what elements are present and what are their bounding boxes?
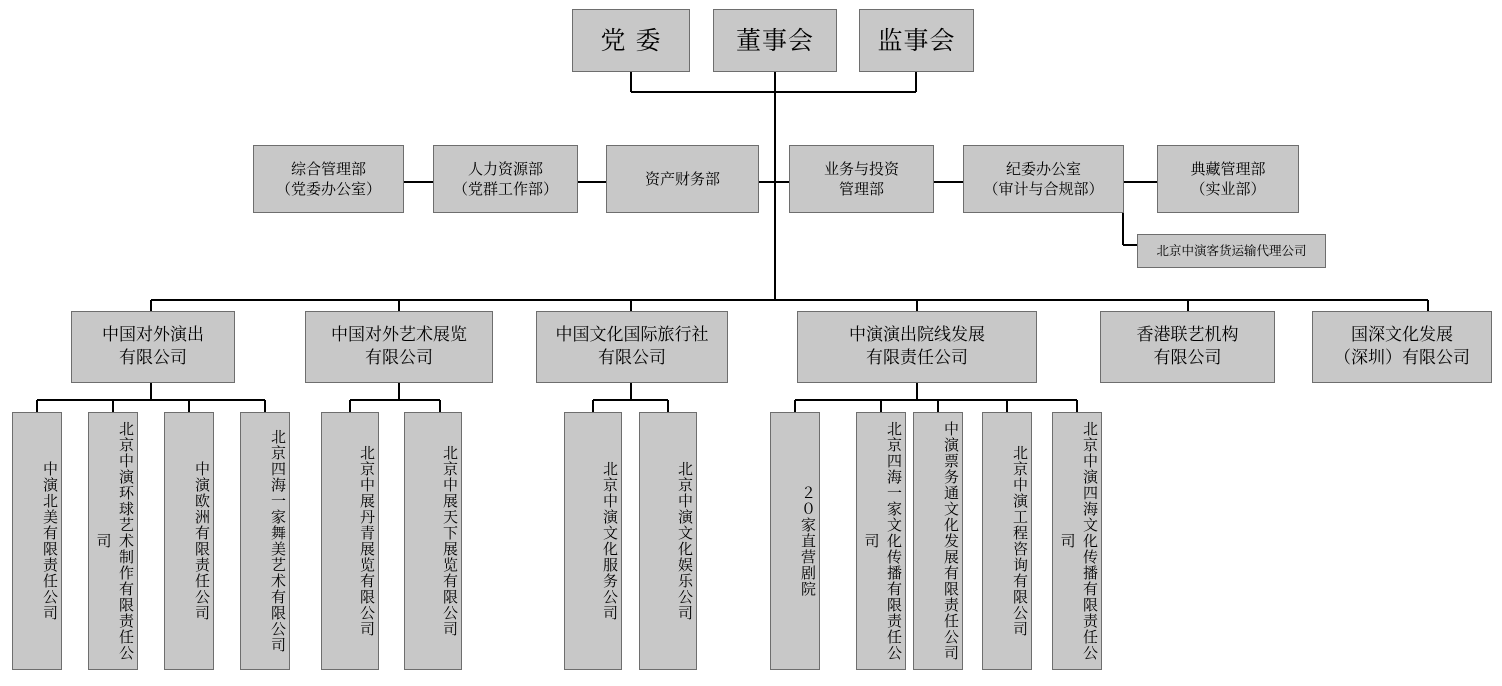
dept-sub-transport-agency[interactable]: 北京中演客货运输代理公司 xyxy=(1137,234,1326,268)
subsidiary-zhongzhan-tianxia[interactable]: 北京中展天下展览有限公司 xyxy=(404,412,462,670)
division-china-performing-arts[interactable]: 中国对外演出 有限公司 xyxy=(71,311,235,383)
subsidiary-zhongyan-sihai-culture-media[interactable]: 北京中演四海文化传播有限责任公司 xyxy=(1052,412,1102,670)
division-china-art-exhibition[interactable]: 中国对外艺术展览 有限公司 xyxy=(305,311,493,383)
subsidiary-zhongyan-ticketing[interactable]: 中演票务通文化发展有限责任公司 xyxy=(913,412,963,670)
subsidiary-zhongyan-europe[interactable]: 中演欧洲有限责任公司 xyxy=(164,412,214,670)
division-theatre-chain[interactable]: 中演演出院线发展 有限责任公司 xyxy=(797,311,1037,383)
subsidiary-beijing-zhongyan-culture-service[interactable]: 北京中演文化服务公司 xyxy=(564,412,622,670)
dept-business-investment[interactable]: 业务与投资 管理部 xyxy=(789,145,934,213)
dept-collection-management[interactable]: 典藏管理部 （实业部） xyxy=(1157,145,1299,213)
subsidiary-sihaiyijia-culture-media[interactable]: 北京四海一家文化传播有限责任公司 xyxy=(856,412,906,670)
subsidiary-beijing-zhongyan-entertainment[interactable]: 北京中演文化娱乐公司 xyxy=(639,412,697,670)
subsidiary-zhongyan-global-art[interactable]: 北京中演环球艺术制作有限责任公司 xyxy=(88,412,138,670)
subsidiary-zhongyan-engineering-consulting[interactable]: 北京中演工程咨询有限公司 xyxy=(982,412,1032,670)
dept-discipline-office[interactable]: 纪委办公室 （审计与合规部） xyxy=(963,145,1124,213)
dept-human-resources[interactable]: 人力资源部 （党群工作部） xyxy=(433,145,578,213)
node-party-committee[interactable]: 党 委 xyxy=(572,9,690,72)
division-culture-travel[interactable]: 中国文化国际旅行社 有限公司 xyxy=(536,311,728,383)
node-board-of-directors[interactable]: 董事会 xyxy=(713,9,837,72)
dept-general-management[interactable]: 综合管理部 （党委办公室） xyxy=(253,145,404,213)
dept-asset-finance[interactable]: 资产财务部 xyxy=(606,145,759,213)
subsidiary-20-direct-theatres[interactable]: ２０家直营剧院 xyxy=(770,412,820,670)
node-board-of-supervisors[interactable]: 监事会 xyxy=(859,9,974,72)
division-guoshen-culture[interactable]: 国深文化发展 （深圳）有限公司 xyxy=(1312,311,1492,383)
subsidiary-sihaiyijia-stage-art[interactable]: 北京四海一家舞美艺术有限公司 xyxy=(240,412,290,670)
subsidiary-zhongyan-north-america[interactable]: 中演北美有限责任公司 xyxy=(12,412,62,670)
subsidiary-zhongzhan-danqing[interactable]: 北京中展丹青展览有限公司 xyxy=(321,412,379,670)
division-hongkong-lianyi[interactable]: 香港联艺机构 有限公司 xyxy=(1100,311,1275,383)
